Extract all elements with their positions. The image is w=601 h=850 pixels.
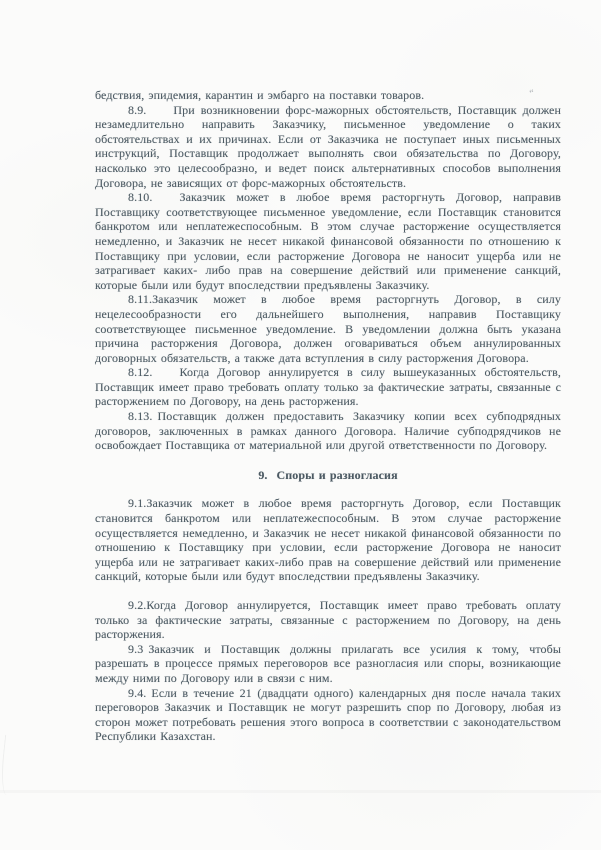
paragraph-9-1: 9.1.Заказчик может в любое время расторгнуть Договор, если Поставщик становится банкротом или неплатежеспособным. В этом случае расторжение осуществляется немедленно, и Заказчик не несет никакой финансовой обязанности по отношению к Поставщику при условии, если расторжение Договора не наносит ущерба или не затрагивает каких-либо прав на совершение действий или применение санкций, которые были или будут впоследствии предъявлены Заказчику. <box>95 496 561 584</box>
paragraph-8-13: 8.13. Поставщик должен предоставить Заказчику копии всех субподрядных договоров, заключенных в рамках данного Договора. Наличие субподрядчиков не освобождает Поставщика от материальной или другой ответственности по Договору. <box>95 409 561 453</box>
clause-number: 9.1. <box>128 496 147 511</box>
paragraph-8-11: 8.11.Заказчик может в любое время расторгнуть Договор, в силу нецелесообразности его дальнейшего выполнения, направив Поставщику соответствующее письменное уведомление. В уведомлении должна быть указана причина расторжения Договора, должен оговариваться объем аннулированных договорных обязательств, а также дата вступления в силу расторжения Договора. <box>95 292 561 365</box>
section-heading <box>95 468 561 483</box>
paragraph-8-10: 8.10. Заказчик может в любое время расторгнуть Договор, направив Поставщику соответствующее письменное уведомление, если Поставщик становится банкротом или неплатежеспособным. В этом случае расторжение осуществляется немедленно, и Заказчик не несет никакой финансовой обязанности по отношению к Поставщику при условии, если расторжение Договора не наносит ущерба или не затрагивает каких- либо прав на совершение действий или применение санкций, которые были или будут впоследствии предъявлены Заказчику. <box>95 190 561 292</box>
contract-text-block <box>95 88 561 744</box>
clause-number: 9.4. <box>128 685 147 700</box>
clause-number: 8.11. <box>128 292 153 307</box>
section-number: 9. <box>258 467 268 482</box>
clause-number: 8.13. <box>128 409 153 424</box>
paragraph-9-2: 9.2.Когда Договор аннулируется, Поставщик имеет право требовать оплату только за фактические затраты, связанные с расторжением по Договору, на день расторжения. <box>95 598 561 642</box>
clause-number: 8.9. <box>128 102 147 117</box>
paragraph-continuation: бедствия, эпидемия, карантин и эмбарго на поставки товаров. <box>95 88 425 102</box>
paragraph-8-9: 8.9. При возникновении форс-мажорных обстоятельств, Поставщик должен незамедлительно направить Заказчику, письменное уведомление о таких обстоятельствах и их причинах. Если от Заказчика не поступает иных письменных инструкций, Поставщик продолжает выполнять свои обязательства по Договору, насколько это целесообразно, и ведет поиск альтернативных способов выполнения Договора, не зависящих от форс-мажорных обстоятельств. <box>95 102 561 190</box>
clause-number: 9.2. <box>128 598 147 612</box>
paragraph-9-4: 9.4. Если в течение 21 (двадцати одного) календарных дня после начала таких переговоров Заказчик и Поставщик не могут разрешить спор по Договору, любая из сторон может потребовать решения этого вопроса в соответствии с законодательством Республики Казахстан. <box>95 685 561 744</box>
paragraph-9-3: 9.3 Заказчик и Поставщик должны прилагать все усилия к тому, чтобы разрешать в процессе прямых переговоров все разногласия или споры, возникающие между ними по Договору или в связи с ним. <box>95 641 561 685</box>
clause-number: 9.3 <box>128 641 144 656</box>
scan-artifact-mark: “ <box>528 87 537 100</box>
clause-number: 8.12. <box>128 365 153 380</box>
scan-bottom-shadow <box>0 790 601 793</box>
section-title: Споры и разногласия <box>276 467 398 482</box>
paragraph-8-12: 8.12. Когда Договор аннулируется в силу вышеуказанных обстоятельств, Поставщик имеет право требовать оплату только за фактические затраты, связанные с расторжением по Договору, на день расторжения. <box>95 365 561 409</box>
clause-number: 8.10. <box>128 190 153 205</box>
scan-edge-artifact <box>0 735 16 796</box>
